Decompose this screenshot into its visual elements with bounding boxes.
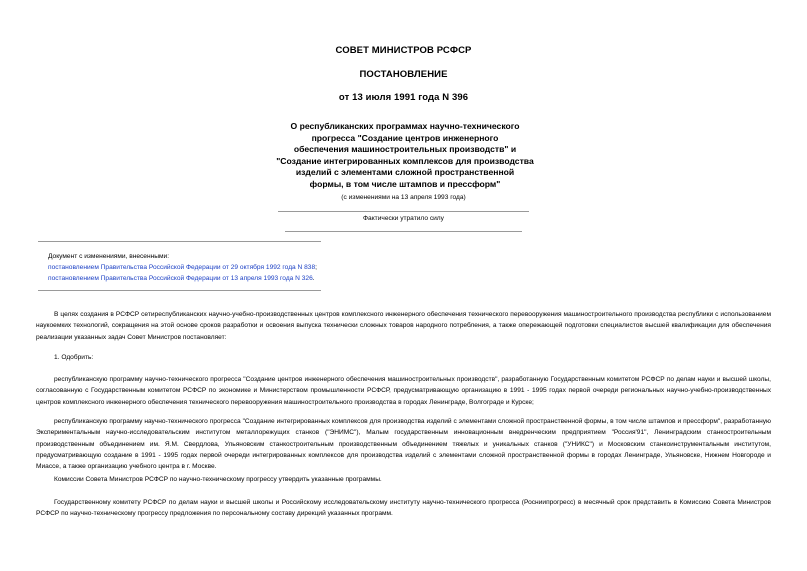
changes-bottom-rule [38,290,321,291]
divider [278,211,529,212]
subject-line: формы, в том числе штампов и прессформ" [309,178,501,189]
subject-line: обеспечения машиностроительных производств" и [293,144,517,155]
change-link[interactable]: постановлением Правительства Российской Федерации от 13 апреля 1993 года N 326 [48,275,313,282]
issuing-authority: СОВЕТ МИНИСТРОВ РСФСР [335,45,472,56]
body-paragraph: Государственному комитету РСФСР по делам науки и высшей школы и Российскому исследовательскому институту научно-технического прогресса (Росниипрогресс) в месячный срок представить в Комиссию Совета Министров РСФСР по научно-техническому прогрессу предложения по персональному составу дирекций указанных программ. [36,499,771,518]
change-item [48,273,317,284]
body-paragraph: В целях создания в РСФСР сетиреспубликанских научно-учебно-производственных центров комплексного инженерного обеспечения технического перевооружения машиностроительного производства республики с использованием наукоемких технологий, сокращения на этой основе сроков разработки и освоения выпуска технически сложных товаров народного потребления, а также опережающей подготовки специалистов высшей квалификации для обеспечения реализации указанных задач Совет Министров постановляет: [36,311,771,341]
divider [285,231,522,232]
validity-status: Фактически утратило силу [363,215,444,222]
punctuation: ; [315,264,317,271]
body-paragraph: Комиссии Совета Министров РСФСР по научно-техническому прогрессу утвердить указанные программы. [54,476,382,483]
amendment-note: (с изменениями на 13 апреля 1993 года) [341,194,466,201]
change-item [48,262,317,273]
subject-line: "Создание интегрированных комплексов для производства [276,155,534,166]
change-link[interactable]: постановлением Правительства Российской Федерации от 29 октября 1992 года N 838 [48,264,316,271]
subject-line: прогресса "Создание центров инженерного [311,132,499,143]
document-subject [250,121,560,191]
subject-line: О республиканских программах научно-технического [290,121,520,131]
changes-top-rule [38,241,321,242]
document-type: ПОСТАНОВЛЕНИЕ [359,69,448,80]
body-paragraph: республиканскую программу научно-технического прогресса "Создание интегрированных комплексов для производства изделий с элементами сложной пространственной формы, в том числе штампов и прессформ", разработанную Экспериментальным научно-исследовательским институтом металлорежущих станков ("ЭНИМС"), Малым государственным инновационным внедренческим предприятием "Россия'91", Ленинградским станкостроительным производственным объединением им. Я.М. Свердлова, Ульяновским станкостроительным производственным объединением тяжелых и уникальных станков ("УНИКС") и Московским станкоинструментальным институтом, предусматривающую создание в 1991 - 1995 годах первой очереди интегрированных комплексов для производства изделий с элементами сложной пространственной формы в городах Ленинграде, Ульяновске, Нижнем Новгороде и Миассе, а также организацию учебного центра в г. Москве. [36,418,771,471]
body-paragraph: 1. Одобрить: [54,354,94,361]
changes-block [48,251,317,284]
punctuation: . [312,275,315,282]
body-paragraph: республиканскую программу научно-технического прогресса "Создание центров инженерного обеспечения машиностроительных производств", разработанную Государственным комитетом РСФСР по делам науки и высшей школы, согласованную с Государственным комитетом РСФСР по экономике и Министерством промышленности РСФСР, предусматривающую организацию в 1991 - 1995 годах первой очереди региональных научно-учебно-производственных центров комплексного инженерного обеспечения технического перевооружения машиностроительного производства в городах Ленинграде, Волгограде и Курске; [36,376,771,406]
subject-line: изделий с элементами сложной пространственной [295,167,515,178]
changes-intro: Документ с изменениями, внесенными: [48,253,170,260]
document-date-number: от 13 июля 1991 года N 396 [338,92,469,103]
